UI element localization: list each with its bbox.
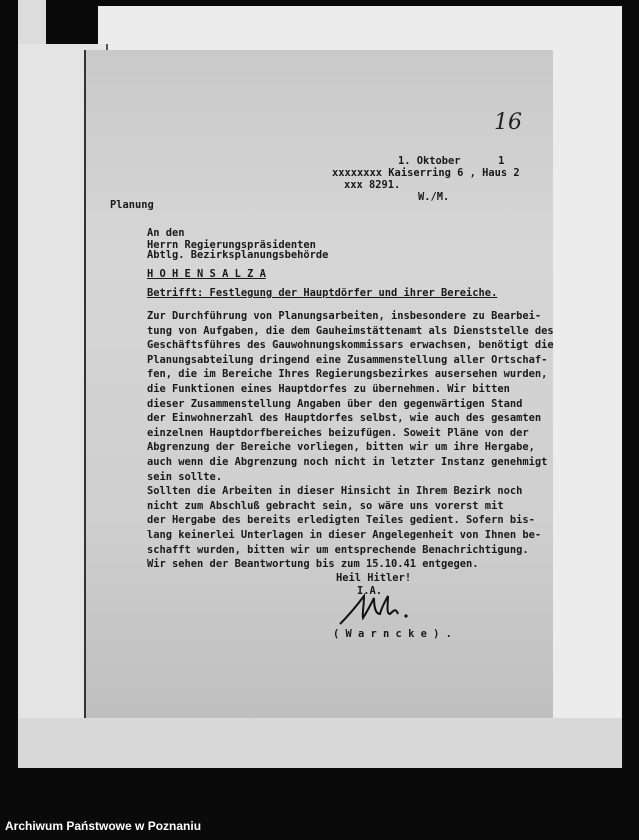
- body-line: der Hergabe des bereits erledigten Teiles gedient. Sofern bis-: [147, 514, 535, 527]
- body-line: tung von Aufgaben, die dem Gauheimstättenamt als Dienststelle des: [147, 324, 554, 337]
- department: Planung: [110, 199, 154, 211]
- body-line: lang keinerlei Unterlagen in dieser Angelegenheit von Ihnen be-: [147, 528, 542, 541]
- signature: [336, 592, 416, 628]
- body-line: Geschäftsführes des Gauwohnungskommissars erwachsen, benötigt die: [147, 339, 554, 352]
- city: H O H E N S A L Z A: [147, 268, 266, 280]
- body-line: schafft wurden, bitten wir um entsprechende Benachrichtigung.: [147, 543, 529, 556]
- signatory: ( W a r n c k e ) .: [333, 628, 452, 640]
- previous-page-edge: [18, 0, 46, 44]
- body-line: auch wenn die Abgrenzung noch nicht in letzter Instanz genehmigt: [147, 455, 548, 468]
- body-line: Abgrenzung der Bereiche vorliegen, bitten wir um ihre Hergabe,: [147, 441, 535, 454]
- body-line: einzelnen Hauptdorfbereiches beizufügen. Soweit Pläne von der: [147, 426, 529, 439]
- body-line: Zur Durchführung von Planungsarbeiten, insbesondere zu Bearbei-: [147, 310, 542, 322]
- folio-number: 16: [494, 110, 522, 135]
- body-line: der Einwohnerzahl des Hauptdorfes selbst, wie auch des gesamten: [147, 412, 542, 425]
- page-bottom-margin: [18, 718, 622, 768]
- archive-caption: Archiwum Państwowe w Poznaniu: [5, 819, 202, 833]
- body-line: Sollten die Arbeiten in dieser Hinsicht in Ihrem Bezirk noch: [147, 485, 523, 498]
- body-line: dieser Zusammenstellung Angaben über den gegenwärtigen Stand: [147, 397, 523, 410]
- address-line: xxxxxxxx Kaiserring 6 , Haus 2: [332, 167, 520, 179]
- recipient-line: Abtlg. Bezirksplanungsbehörde: [147, 249, 329, 261]
- phone-line: xxx 8291.: [344, 179, 401, 191]
- body-line: fen, die im Bereiche Ihres Regierungsbezirkes ausersehen wurden,: [147, 368, 548, 381]
- subject: Betrifft: Festlegung der Hauptdörfer und ihrer Bereiche.: [147, 287, 498, 299]
- body-line: sein sollte.: [147, 470, 223, 483]
- recipient-line: An den: [147, 227, 185, 239]
- letter-body: [147, 309, 554, 572]
- body-line: Planungsabteilung dringend eine Zusammenstellung aller Ortschaf-: [147, 353, 548, 366]
- body-line: die Funktionen eines Hauptdorfes zu übernehmen. Wir bitten: [147, 382, 510, 395]
- recipient-line: Herrn Regierungspräsidenten: [147, 239, 316, 251]
- date-line: 1. Oktober 1: [398, 155, 505, 167]
- closing: Heil Hitler!: [336, 572, 412, 584]
- body-line: nicht zum Abschluß gebracht sein, so wäre uns vorerst mit: [147, 499, 504, 512]
- body-line: Wir sehen der Beantwortung bis zum 15.10.41 entgegen.: [147, 558, 479, 571]
- on-behalf: I.A.: [357, 585, 383, 597]
- reference-mark: W./M.: [418, 191, 450, 203]
